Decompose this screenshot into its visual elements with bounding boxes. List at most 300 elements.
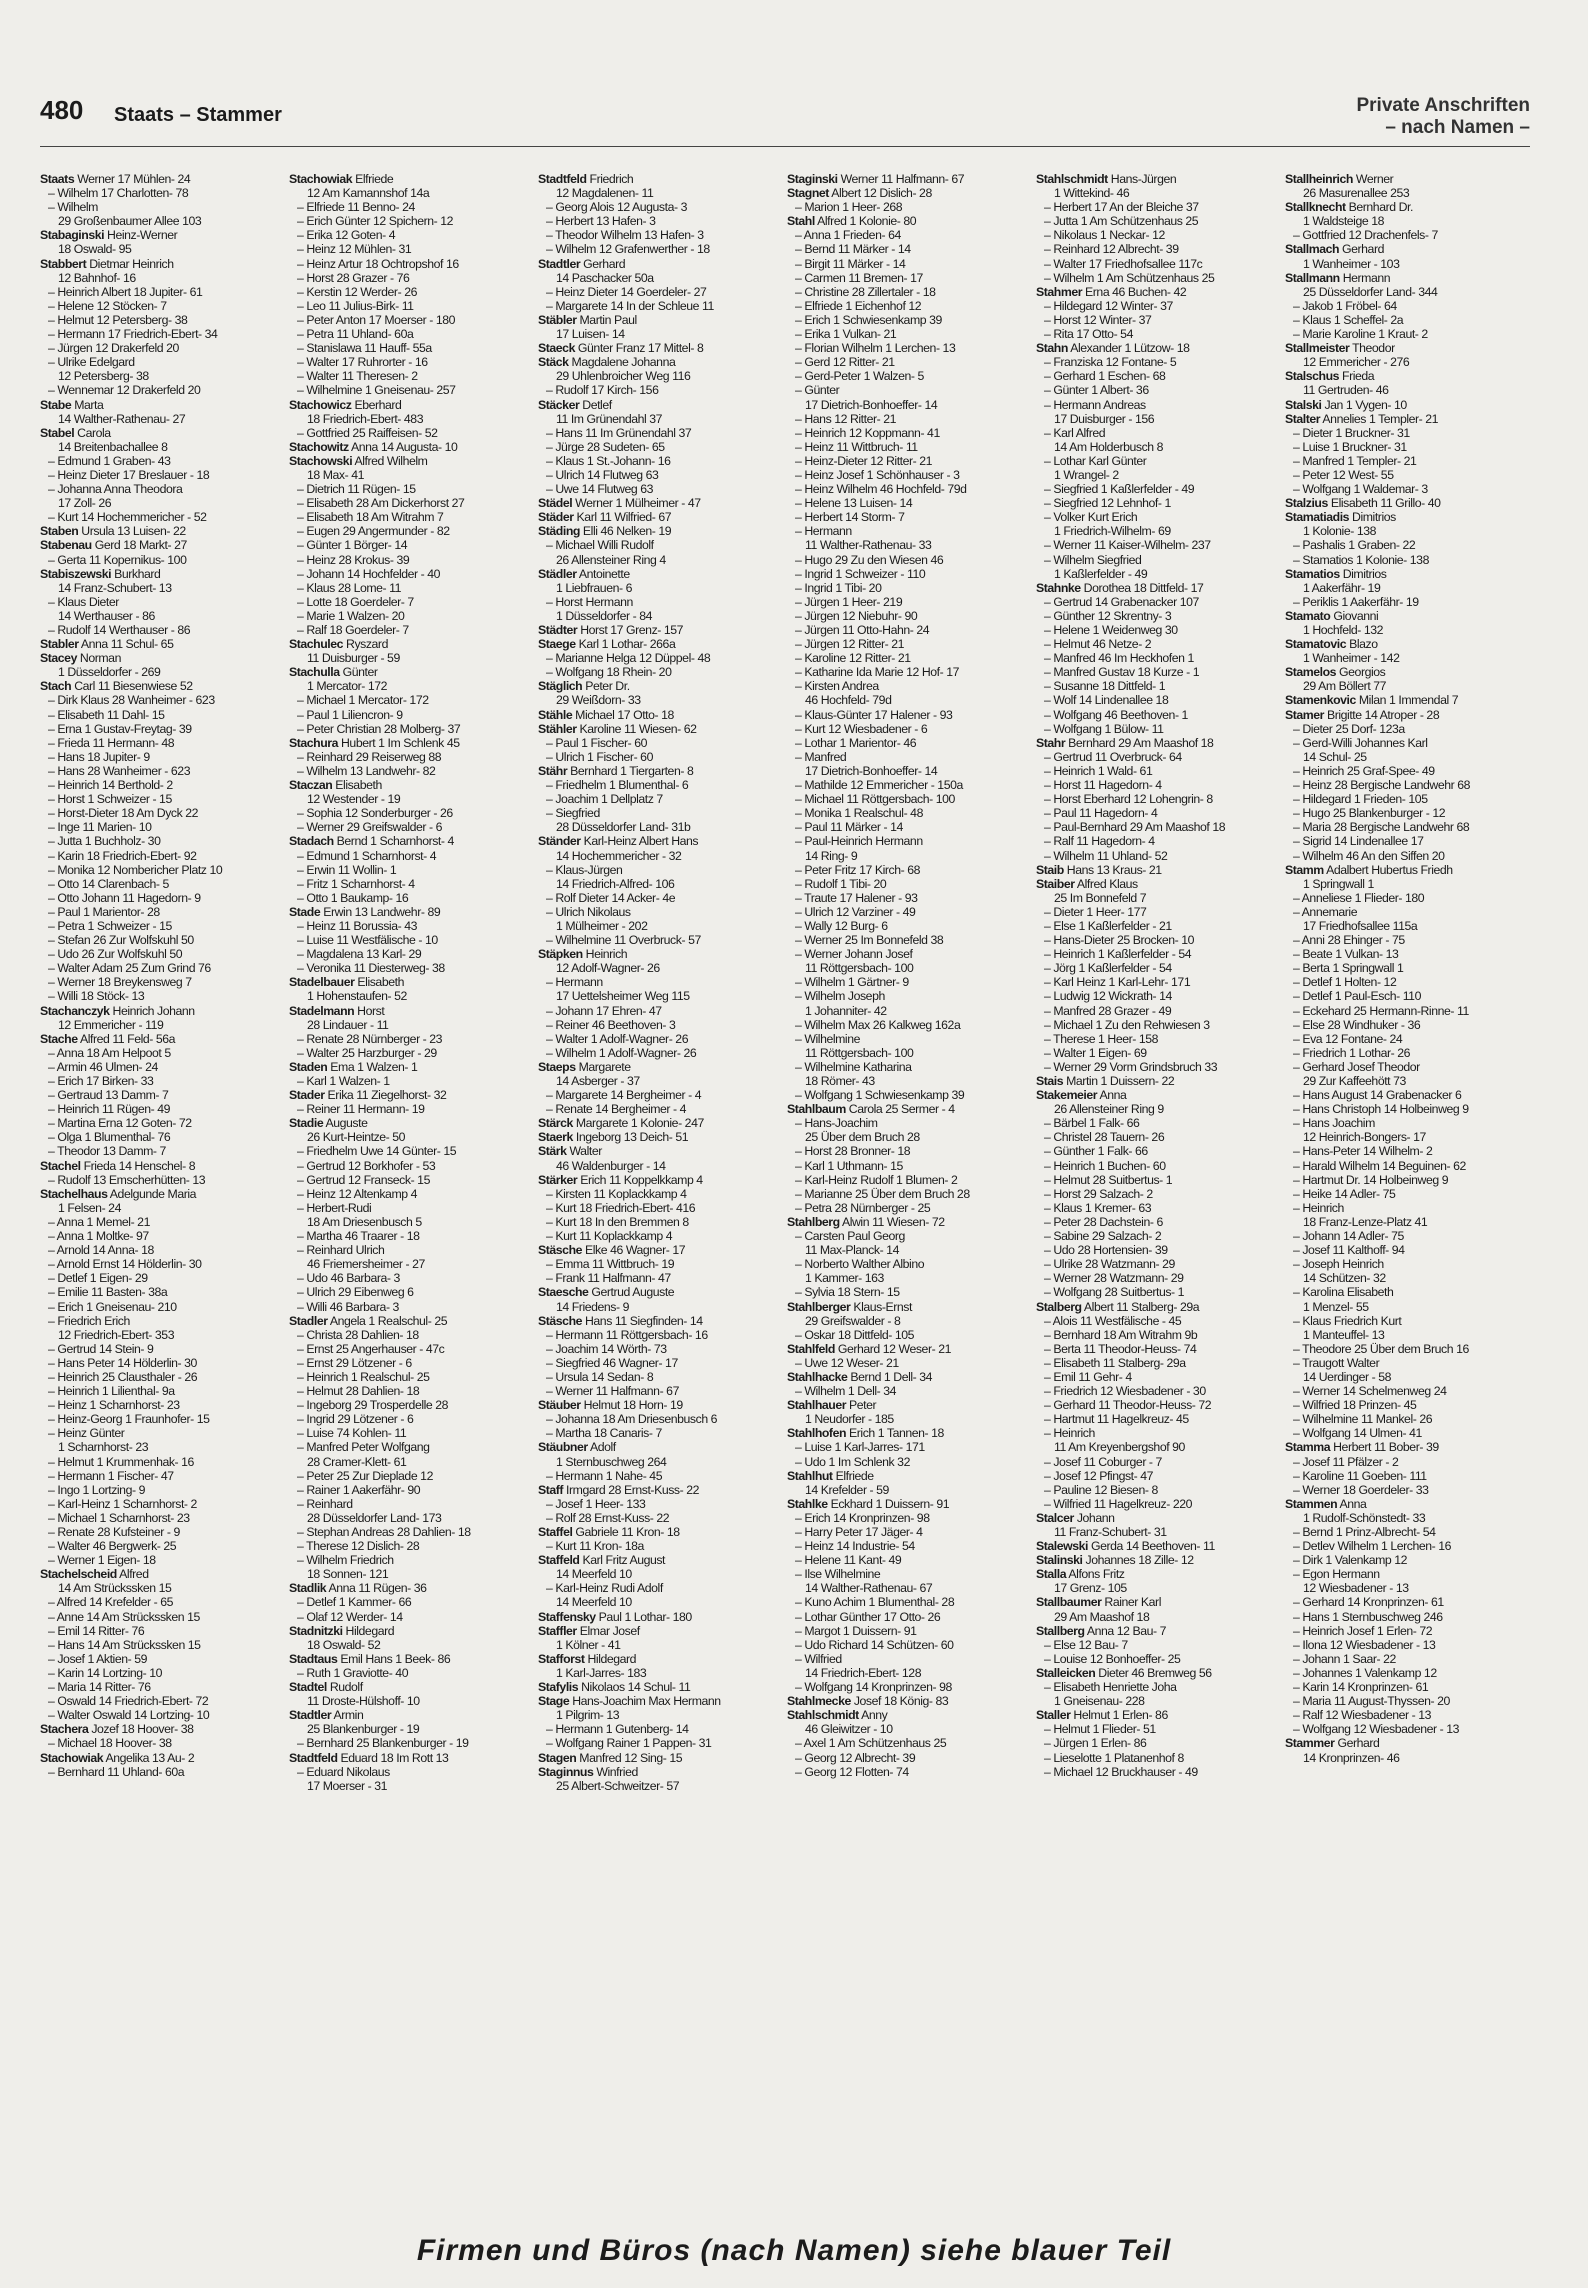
surname: Stahlberger <box>787 1299 851 1314</box>
surname: Städer <box>538 510 574 525</box>
surname: Stachowiak <box>289 172 353 186</box>
sub-entry: – Margot 1 Duissern- 91 <box>795 1623 917 1638</box>
entry-details: Burkhard <box>114 566 161 581</box>
entry-details: Angelika 13 Au- 2 <box>105 1750 195 1765</box>
surname-entry <box>538 1130 780 1144</box>
address-continuation: 12 Emmericher - 276 <box>1303 355 1410 370</box>
surname: Stähler <box>538 721 577 736</box>
sub-entry: – Karin 14 Lortzing- 10 <box>48 1665 163 1680</box>
sub-entry: – Edmund 1 Graben- 43 <box>48 453 171 468</box>
sub-entry: – Karl-Heinz 1 Scharnhorst- 2 <box>48 1496 197 1511</box>
surname: Staffensky <box>538 1609 596 1624</box>
sub-entry: – Wilhelm Friedrich <box>297 1553 394 1568</box>
sub-entry: – Wolfgang 28 Suitbertus- 1 <box>1044 1285 1185 1300</box>
surname-entry <box>1036 1088 1278 1102</box>
address-continuation: 25 Düsseldorfer Land- 344 <box>1303 284 1438 299</box>
surname: Stakemeier <box>1036 1088 1098 1103</box>
entry-details: Alexander 1 Lützow- 18 <box>1070 341 1190 356</box>
surname-entry <box>1285 398 1527 412</box>
sub-entry: – Werner 29 Vorm Grindsbruch 33 <box>1044 1059 1218 1074</box>
entry-details: Herbert 11 Bober- 39 <box>1333 1440 1439 1455</box>
sub-entry: – Werner Johann Josef <box>795 947 913 962</box>
sub-entry: – Wolfgang 14 Ulmen- 41 <box>1293 1426 1422 1441</box>
surname-entry <box>538 679 780 693</box>
sub-entry: – Dietrich 11 Rügen- 15 <box>297 482 416 497</box>
entry-details: Alfred 11 Feld- 56a <box>79 1031 176 1046</box>
surname-entry <box>40 1032 282 1046</box>
sub-entry: – Fritz 1 Scharnhorst- 4 <box>297 876 415 891</box>
sub-entry: – Paul 1 Marientor- 28 <box>48 904 160 919</box>
sub-entry: – Otto 1 Baukamp- 16 <box>297 890 409 905</box>
address-continuation: 25 Über dem Bruch 28 <box>805 1130 920 1145</box>
entry-details: Horst <box>357 1003 385 1018</box>
address-continuation: 1 Scharnhorst- 23 <box>58 1440 149 1455</box>
sub-entry: – Paul 1 Fischer- 60 <box>546 735 648 750</box>
entry-details: Hildegard <box>587 1651 637 1666</box>
sub-entry: – Elisabeth 18 Am Witrahm 7 <box>297 510 444 525</box>
surname: Stahlfeld <box>787 1341 835 1356</box>
sub-entry: – Manfred Gustav 18 Kurze - 1 <box>1044 665 1200 680</box>
sub-entry: – Gertrud 14 Grabenacker 107 <box>1044 594 1199 609</box>
surname: Stabiszewski <box>40 566 112 581</box>
sub-entry: – Wolfgang 18 Rhein- 20 <box>546 665 672 680</box>
address-continuation: 1 Düsseldorfer - 269 <box>58 665 161 680</box>
entry-details: Werner 11 Halfmann- 67 <box>840 172 965 186</box>
surname: Staginnus <box>538 1764 594 1779</box>
surname: Staats <box>40 172 75 186</box>
sub-entry: – Helene 11 Kant- 49 <box>795 1553 902 1568</box>
sub-entry: – Ulrich 12 Varziner - 49 <box>795 904 916 919</box>
sub-entry: – Jürgen 11 Otto-Hahn- 24 <box>795 623 930 637</box>
sub-entry: – Olaf 12 Werder- 14 <box>297 1609 403 1624</box>
sub-entry: – Else 12 Bau- 7 <box>1044 1637 1128 1652</box>
sub-entry: – Walter Adam 25 Zum Grind 76 <box>48 961 211 976</box>
address-continuation: 11 Im Grünendahl 37 <box>556 411 663 426</box>
sub-entry: – Hans-Dieter 25 Brocken- 10 <box>1044 933 1195 948</box>
sub-entry: – Arnold Ernst 14 Hölderlin- 30 <box>48 1257 202 1272</box>
address-continuation: 14 Breitenbachallee 8 <box>58 439 168 454</box>
sub-entry: – Rolf 28 Ernst-Kuss- 22 <box>546 1510 670 1525</box>
entry-details: Margarete 1 Kolonie- 247 <box>575 1116 704 1131</box>
sub-entry: – Martina Erna 12 Goten- 72 <box>48 1116 192 1131</box>
sub-entry: – Gerhard Josef Theodor <box>1293 1059 1420 1074</box>
sub-entry: – Heinz Artur 18 Ochtropshof 16 <box>297 256 459 271</box>
sub-entry: – Klaus 1 Kremer- 63 <box>1044 1200 1152 1215</box>
entry-details: Blazo <box>1349 637 1378 652</box>
sub-entry: – Wolfgang 14 Kronprinzen- 98 <box>795 1680 952 1695</box>
sub-entry: – Ernst 29 Lötzener - 6 <box>297 1355 412 1370</box>
sub-entry: – Bernd 1 Prinz-Albrecht- 54 <box>1293 1525 1436 1539</box>
sub-entry: – Ralf 12 Wiesbadener - 13 <box>1293 1708 1431 1723</box>
surname: Stäglich <box>538 679 583 694</box>
entry-details: Hubert 1 Im Schlenk 45 <box>341 735 460 750</box>
surname-entry <box>538 257 780 271</box>
sub-entry: – Hugo 29 Zu den Wiesen 46 <box>795 552 944 567</box>
sub-entry: – Ingrid 1 Tibi- 20 <box>795 580 882 595</box>
sub-entry: – Sigrid 14 Lindenallee 17 <box>1293 834 1424 849</box>
sub-entry: – Annemarie <box>1293 904 1358 919</box>
surname-entry <box>538 1285 780 1299</box>
surname: Stamatiadis <box>1285 510 1350 525</box>
entry-details: Hans 13 Kraus- 21 <box>1066 862 1162 877</box>
sub-entry: – Wilfried <box>795 1651 842 1666</box>
sub-entry: – Peter Anton 17 Moerser - 180 <box>297 312 456 327</box>
sub-entry: – Eduard Nikolaus <box>297 1764 390 1779</box>
sub-entry: – Luise 1 Karl-Jarres- 171 <box>795 1440 925 1455</box>
address-continuation: 1 Felsen- 24 <box>58 1200 121 1215</box>
sub-entry: – Karl Alfred <box>1044 425 1106 440</box>
surname: Stäbler <box>538 312 577 327</box>
sub-entry: – Johann 14 Hochfelder - 40 <box>297 566 441 581</box>
sub-entry: – Paul 1 Liliencron- 9 <box>297 707 403 722</box>
address-continuation: 14 Krefelder - 59 <box>805 1482 889 1497</box>
address-continuation: 29 Uhlenbroicher Weg 116 <box>556 369 691 384</box>
sub-entry: – Werner 11 Halfmann- 67 <box>546 1384 679 1399</box>
sub-entry: – Marie Karoline 1 Kraut- 2 <box>1293 327 1428 342</box>
address-continuation: 11 Röttgersbach- 100 <box>805 961 914 976</box>
sub-entry: – Wilhelm 11 Uhland- 52 <box>1044 848 1168 863</box>
sub-entry: – Siegfried 1 Kaßlerfelder - 49 <box>1044 482 1195 497</box>
sub-entry: – Erich Günter 12 Spichern- 12 <box>297 214 454 229</box>
address-continuation: 14 Am Strückssken 15 <box>58 1581 172 1596</box>
entry-details: Nikolaos 14 Schul- 11 <box>581 1680 691 1695</box>
sub-entry: – Friedhelm Uwe 14 Günter- 15 <box>297 1144 457 1159</box>
sub-entry: – Karoline 12 Ritter- 21 <box>795 651 911 666</box>
surname: Stallbaumer <box>1036 1595 1102 1610</box>
sub-entry: – Veronika 11 Diesterweg- 38 <box>297 961 445 976</box>
surname-entry <box>538 1060 780 1074</box>
sub-entry: – Ruth 1 Graviotte- 40 <box>297 1665 409 1680</box>
directory-column <box>787 172 1029 2234</box>
address-continuation: 14 Am Holderbusch 8 <box>1054 439 1164 454</box>
footer-note: Firmen und Büros (nach Namen) siehe blauer Teil <box>416 2234 1172 2267</box>
surname: Stalleicken <box>1036 1665 1096 1680</box>
surname: Stärck <box>538 1116 573 1131</box>
sub-entry: – Walter 17 Ruhrorter - 16 <box>297 355 428 370</box>
surname-entry <box>289 1708 531 1722</box>
entry-details: Anna 11 Rügen- 36 <box>328 1581 427 1596</box>
sub-entry: – Jürgen 1 Erlen- 86 <box>1044 1736 1147 1751</box>
address-continuation: 1 Mülheimer - 202 <box>556 918 648 933</box>
address-continuation: 1 Düsseldorfer - 84 <box>556 608 653 623</box>
sub-entry: – Horst 11 Hagedorn- 4 <box>1044 778 1162 793</box>
address-continuation: 18 Römer- 43 <box>805 1074 875 1088</box>
sub-entry: – Bernd 11 Märker - 14 <box>795 242 911 257</box>
surname-entry <box>1036 1567 1278 1581</box>
entry-details: Theodor <box>1352 341 1395 356</box>
surname: Stamatios <box>1285 566 1340 581</box>
sub-entry: – Heinrich 25 Clausthaler - 26 <box>48 1369 198 1384</box>
sub-entry: – Berta 1 Springwall 1 <box>1293 961 1404 976</box>
sub-entry: – Horst Eberhard 12 Lohengrin- 8 <box>1044 792 1213 807</box>
surname: Stachelscheid <box>40 1567 117 1582</box>
surname: Stammen <box>1285 1496 1338 1511</box>
sub-entry: – Ulrich Nikolaus <box>546 904 631 919</box>
entry-details: Irmgard 28 Ernst-Kuss- 22 <box>566 1482 699 1497</box>
surname-entry <box>1285 693 1527 707</box>
surname-entry <box>538 1680 780 1694</box>
sub-entry: – Ludwig 12 Wickrath- 14 <box>1044 989 1172 1004</box>
sub-entry: – Heinz 28 Krokus- 39 <box>297 552 410 567</box>
surname-entry <box>289 1116 531 1130</box>
surname-entry <box>289 905 531 919</box>
sub-entry: – Friedhelm 1 Blumenthal- 6 <box>546 778 689 793</box>
sub-entry: – Walter 11 Theresen- 2 <box>297 369 418 384</box>
surname-entry <box>538 341 780 355</box>
surname: Stahlberg <box>787 1214 840 1229</box>
entry-details: Horst 17 Grenz- 157 <box>580 623 684 637</box>
sub-entry: – Manfred 46 Im Heckhofen 1 <box>1044 651 1194 666</box>
entry-details: Walter <box>569 1144 602 1159</box>
surname-entry <box>1036 1074 1278 1088</box>
surname-entry <box>538 172 780 186</box>
address-continuation: 11 Gertruden- 46 <box>1303 383 1389 398</box>
sub-entry: – Klaus-Jürgen <box>546 862 623 877</box>
sub-entry: – Klaus 28 Lome- 11 <box>297 580 402 595</box>
surname-entry <box>1285 341 1527 355</box>
address-continuation: 18 Max- 41 <box>307 467 365 482</box>
sub-entry: – Karolina Elisabeth <box>1293 1285 1394 1300</box>
address-continuation: 14 Friedrich-Ebert- 128 <box>805 1665 922 1680</box>
surname: Stacey <box>40 651 77 666</box>
entry-details: Dietmar Heinrich <box>89 256 174 271</box>
surname-entry <box>538 524 780 538</box>
entry-details: Angela 1 Realschul- 25 <box>329 1313 448 1328</box>
surname-entry <box>538 637 780 651</box>
sub-entry: – Rudolf 1 Tibi- 20 <box>795 876 887 891</box>
entry-details: Armin <box>333 1708 364 1723</box>
address-continuation: 26 Allensteiner Ring 4 <box>556 552 666 567</box>
entry-details: Bernhard Dr. <box>1348 200 1413 215</box>
entry-details: Werner 1 Mülheimer - 47 <box>575 496 701 511</box>
entry-details: Dorothea 18 Dittfeld- 17 <box>1083 580 1204 595</box>
sub-entry: – Martha 46 Traarer - 18 <box>297 1229 420 1244</box>
sub-entry: – Ralf 18 Goerdeler- 7 <box>297 623 409 637</box>
sub-entry: – Gertrud 12 Franseck- 15 <box>297 1172 430 1187</box>
entry-details: Winfried <box>596 1764 638 1779</box>
sub-entry: – Jürgen 1 Heer- 219 <box>795 594 903 609</box>
surname: Staginski <box>787 172 838 186</box>
sub-entry: – Heinrich 1 Wald- 61 <box>1044 763 1153 778</box>
sub-entry: – Udo 1 Im Schlenk 32 <box>795 1454 910 1469</box>
surname-entry <box>289 1581 531 1595</box>
entry-details: Peter <box>849 1398 877 1413</box>
surname-entry <box>538 947 780 961</box>
surname: Stallmach <box>1285 242 1340 257</box>
surname-entry <box>787 186 1029 200</box>
address-continuation: 1 Neudorfer - 185 <box>805 1412 894 1427</box>
sub-entry: – Frank 11 Halfmann- 47 <box>546 1271 671 1286</box>
surname: Stachura <box>289 735 339 750</box>
sub-entry: – Stanislawa 11 Hauff- 55a <box>297 341 432 356</box>
surname-entry <box>787 1426 1029 1440</box>
address-continuation: 26 Kurt-Heintze- 50 <box>307 1130 406 1145</box>
sub-entry: – Hans August 14 Grabenacker 6 <box>1293 1088 1462 1103</box>
address-continuation: 29 Am Böllert 77 <box>1303 679 1387 694</box>
sub-entry: – Dirk 1 Valenkamp 12 <box>1293 1553 1408 1568</box>
surname-entry <box>1036 1708 1278 1722</box>
sub-entry: – Udo Richard 14 Schützen- 60 <box>795 1637 954 1652</box>
surname: Stäpken <box>538 947 583 962</box>
surname: Stadie <box>289 1116 324 1131</box>
address-continuation: 12 Magdalenen- 11 <box>556 186 654 201</box>
sub-entry: – Eva 12 Fontane- 24 <box>1293 1031 1403 1046</box>
surname-entry <box>1285 496 1527 510</box>
surname-entry <box>787 214 1029 228</box>
entry-details: Ingeborg 13 Deich- 51 <box>575 1130 689 1145</box>
sub-entry: – Rita 17 Otto- 54 <box>1044 327 1133 342</box>
sub-entry: – Michael 11 Röttgersbach- 100 <box>795 792 955 807</box>
page-number: 480 <box>40 95 84 125</box>
surname-entry <box>1285 609 1527 623</box>
surname-entry <box>289 975 531 989</box>
surname: Stachowiak <box>40 1750 104 1765</box>
entry-details: Gerhard 12 Weser- 21 <box>837 1341 951 1356</box>
sub-entry: – Hermann 17 Friedrich-Ebert- 34 <box>48 327 218 342</box>
surname: Stadelbauer <box>289 975 355 990</box>
address-continuation: 28 Lindauer - 11 <box>307 1017 389 1032</box>
sub-entry: – Hans 18 Jupiter- 9 <box>48 749 150 764</box>
surname: Stabler <box>40 637 79 652</box>
entry-details: Dimitrios <box>1352 510 1396 525</box>
surname-entry <box>289 1314 531 1328</box>
sub-entry: – Ulrike Edelgard <box>48 355 135 370</box>
entry-details: Hans-Jürgen <box>1110 172 1177 186</box>
entry-details: Adolf <box>590 1440 616 1455</box>
sub-entry: – Reinhard <box>297 1496 353 1511</box>
surname-entry <box>538 1624 780 1638</box>
sub-entry: – Günter 1 Albert- 36 <box>1044 383 1149 398</box>
sub-entry: – Siegfried 12 Lehnhof- 1 <box>1044 496 1171 511</box>
sub-entry: – Renate 14 Bergheimer - 4 <box>546 1102 687 1117</box>
sub-entry: – Hans 12 Ritter- 21 <box>795 411 897 426</box>
sub-entry: – Jürgen 12 Drakerfeld 20 <box>48 341 179 356</box>
surname: Stähle <box>538 707 573 722</box>
surname: Stahmer <box>1036 284 1083 299</box>
sub-entry: – Wilhelmine Katharina <box>795 1059 912 1074</box>
surname: Stagen <box>538 1750 577 1765</box>
surname-entry <box>1036 581 1278 595</box>
surname: Stagnet <box>787 186 829 201</box>
sub-entry: – Jürgen 12 Ritter- 21 <box>795 637 905 652</box>
sub-entry: – Hermann <box>795 524 852 539</box>
sub-entry: – Siegfried <box>546 806 600 821</box>
sub-entry: – Marie 1 Walzen- 20 <box>297 608 405 623</box>
sub-entry: – Luise 11 Westfälische - 10 <box>297 933 438 948</box>
surname: Stahlhut <box>787 1468 833 1483</box>
entry-details: Frieda 14 Henschel- 8 <box>83 1158 196 1173</box>
surname-entry <box>538 623 780 637</box>
sub-entry: – Hartmut 11 Hagelkreuz- 45 <box>1044 1412 1189 1427</box>
sub-entry: – Bärbel 1 Falk- 66 <box>1044 1116 1140 1131</box>
surname-entry <box>1285 637 1527 651</box>
sub-entry: – Hans 14 Am Strückssken 15 <box>48 1637 201 1652</box>
sub-entry: – Paul 11 Märker - 14 <box>795 820 903 835</box>
sub-entry: – Dirk Klaus 28 Wanheimer - 623 <box>48 693 215 708</box>
surname: Staesche <box>538 1285 589 1300</box>
sub-entry: – Eugen 29 Angermunder - 82 <box>297 524 450 539</box>
surname: Stadler <box>289 1313 328 1328</box>
section-label <box>1356 95 1530 139</box>
sub-entry: – Ulrich 29 Eibenweg 6 <box>297 1285 414 1300</box>
sub-entry: – Heinrich 12 Koppmann- 41 <box>795 425 940 440</box>
sub-entry: – Traute 17 Halener - 93 <box>795 890 918 905</box>
sub-entry: – Reinhard Ulrich <box>297 1243 385 1258</box>
surname-entry <box>289 1751 531 1765</box>
surname-entry <box>1285 242 1527 256</box>
sub-entry: – Carsten Paul Georg <box>795 1229 905 1244</box>
sub-entry: – Maria 11 August-Thyssen- 20 <box>1293 1694 1450 1709</box>
sub-entry: – Wilhelm 13 Landwehr- 82 <box>297 763 436 778</box>
entry-details: Erich 11 Koppelkkamp 4 <box>580 1172 703 1187</box>
sub-entry: – Gerhard 14 Kronprinzen- 61 <box>1293 1595 1444 1610</box>
sub-entry: – Otto 14 Clarenbach- 5 <box>48 876 169 891</box>
sub-entry: – Lieselotte 1 Platanenhof 8 <box>1044 1750 1184 1765</box>
address-continuation: 12 Heinrich-Bongers- 17 <box>1303 1130 1426 1145</box>
sub-entry: – Hermann 1 Nahe- 45 <box>546 1468 663 1483</box>
surname: Staiber <box>1036 876 1075 891</box>
sub-entry: – Gertrud 12 Borkhofer - 53 <box>297 1158 436 1173</box>
sub-entry: – Gottfried 25 Raiffeisen- 52 <box>297 425 438 440</box>
surname-entry <box>538 764 780 778</box>
surname: Stach <box>40 679 72 694</box>
surname-entry <box>538 1144 780 1158</box>
sub-entry: – Heinz 1 Scharnhorst- 23 <box>48 1398 180 1413</box>
sub-entry: – Magdalena 13 Karl- 29 <box>297 947 422 962</box>
entry-details: Alfred 1 Kolonie- 80 <box>817 214 917 229</box>
surname: Stahlmecke <box>787 1694 851 1709</box>
surname: Stalcer <box>1036 1510 1074 1525</box>
sub-entry: – Werner 28 Watzmann- 29 <box>1044 1271 1184 1286</box>
sub-entry: – Gertrud 11 Overbruck- 64 <box>1044 749 1182 764</box>
surname-entry <box>1036 736 1278 750</box>
surname-entry <box>538 313 780 327</box>
entry-details: Manfred 12 Sing- 15 <box>579 1750 683 1765</box>
surname: Stamenkovic <box>1285 693 1356 708</box>
sub-entry: – Michael 1 Zu den Rehwiesen 3 <box>1044 1017 1210 1032</box>
surname-entry <box>40 679 282 693</box>
sub-entry: – Gerd-Willi Johannes Karl <box>1293 735 1428 750</box>
surname: Stachanczyk <box>40 1003 110 1018</box>
page-title: Staats – Stammer <box>114 104 282 126</box>
sub-entry: – Hans-Joachim <box>795 1116 878 1131</box>
entry-details: Heinz-Werner <box>107 228 178 243</box>
sub-entry: – Kuno Achim 1 Blumenthal- 28 <box>795 1595 955 1610</box>
entry-details: Peter Dr. <box>585 679 630 694</box>
surname: Staller <box>1036 1708 1071 1723</box>
entry-details: Rainer Karl <box>1104 1595 1161 1610</box>
sub-entry: – Hildegard 1 Frieden- 105 <box>1293 792 1428 807</box>
sub-entry: – Heinrich Albert 18 Jupiter- 61 <box>48 284 203 299</box>
surname: Staff <box>538 1482 564 1497</box>
sub-entry: – Kurt 14 Hochemmericher - 52 <box>48 510 207 525</box>
sub-entry: – Heinrich Josef 1 Erlen- 72 <box>1293 1623 1433 1638</box>
sub-entry: – Detlev Wilhelm 1 Lerchen- 16 <box>1293 1539 1452 1554</box>
sub-entry: – Jakob 1 Fröbel- 64 <box>1293 298 1397 313</box>
sub-entry: – Wolfgang 46 Beethoven- 1 <box>1044 707 1188 722</box>
surname-entry <box>1036 1300 1278 1314</box>
sub-entry: – Manfred <box>795 749 847 764</box>
sub-entry: – Wilhelm 1 Dell- 34 <box>795 1384 897 1399</box>
address-continuation: 1 Hochfeld- 132 <box>1303 623 1384 637</box>
surname-entry <box>538 1751 780 1765</box>
entry-details: Gerhard <box>1342 242 1384 257</box>
surname: Stadlik <box>289 1581 327 1596</box>
entry-details: Hans-Joachim Max Hermann <box>572 1694 721 1709</box>
header-rule <box>40 146 1530 147</box>
sub-entry: – Herbert 17 An der Bleiche 37 <box>1044 200 1199 215</box>
directory-column <box>1036 172 1278 2234</box>
